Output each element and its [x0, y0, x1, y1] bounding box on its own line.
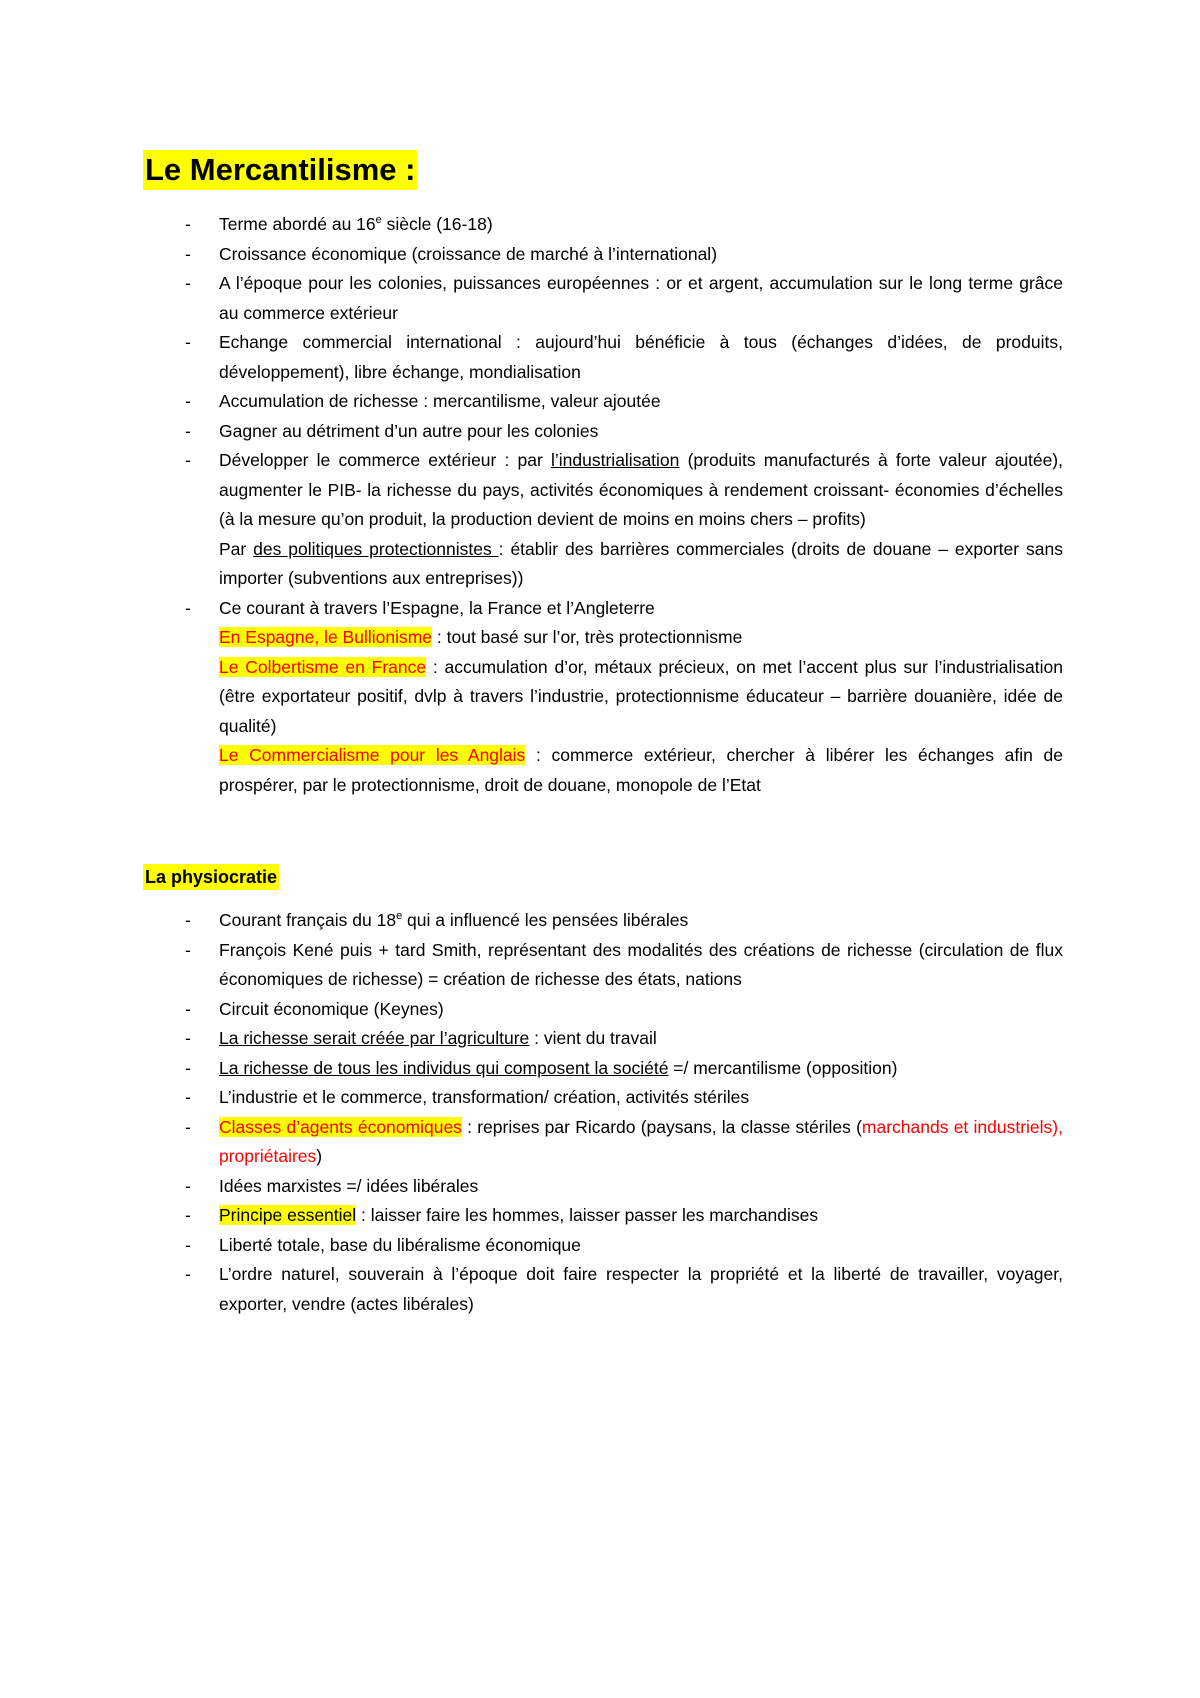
list-item: - La richesse de tous les individus qui composent la société =/ mercantilisme (opposition)	[143, 1054, 1063, 1084]
section-title: Le Mercantilisme :	[143, 150, 417, 190]
document-content	[143, 150, 1063, 1319]
paragraph: Par des politiques protectionnistes : établir des barrières commerciales (droits de douane – exporter sans importer (subventions aux entreprises))	[219, 538, 1063, 588]
list-item: - L’ordre naturel, souverain à l’époque doit faire respecter la propriété et la liberté de travailler, voyager, exporter, vendre (actes libérales)	[143, 1260, 1063, 1319]
list-item: - A l’époque pour les colonies, puissances européennes : or et argent, accumulation sur le long terme grâce au commerce extérieur	[143, 269, 1063, 328]
list-item: - Principe essentiel : laisser faire les hommes, laisser passer les marchandises	[143, 1201, 1063, 1231]
list-item: - Echange commercial international : aujourd’hui bénéficie à tous (échanges d’idées, de produits, développement), libre échange, mondialisation	[143, 328, 1063, 387]
list-item: - Gagner au détriment d’un autre pour les colonies	[143, 417, 1063, 447]
paragraph: Le Colbertisme en France : accumulation d’or, métaux précieux, on met l’accent plus sur l’industrialisation (être exportateur positif, dvlp à travers l’industrie, protectionnisme éducateur – barrière douanière, idée de qualité)	[219, 656, 1063, 736]
paragraph: - Ce courant à travers l’Espagne, la France et l’Angleterre	[219, 597, 655, 618]
highlighted-term: Le Colbertisme en France	[219, 656, 427, 677]
mercantilisme-list	[143, 210, 1063, 800]
list-item: - François Kené puis + tard Smith, représentant des modalités des créations de richesse (circulation de flux économiques de richesse) = création de richesse des états, nations	[143, 936, 1063, 995]
physiocratie-list	[143, 906, 1063, 1319]
list-item: - La richesse serait créée par l’agriculture : vient du travail	[143, 1024, 1063, 1054]
highlighted-term: Le Commercialisme pour les Anglais	[219, 745, 526, 765]
list-item	[143, 446, 1063, 594]
section-title: La physiocratie	[143, 864, 279, 890]
paragraph: - Développer le commerce extérieur : par l’industrialisation (produits manufacturés à forte valeur ajoutée), augmenter le PIB- la richesse du pays, activités économiques à rendement croissant- économies d’échelles (à la mesure qu’on produit, la production devient de moins en moins chers – profits)	[219, 450, 1063, 529]
list-item: - Accumulation de richesse : mercantilisme, valeur ajoutée	[143, 387, 1063, 417]
highlighted-term: Classes d’agents économiques	[219, 1116, 462, 1137]
list-item: - Croissance économique (croissance de marché à l’international)	[143, 240, 1063, 270]
list-item: - Terme abordé au 16e siècle (16-18)	[143, 210, 1063, 240]
heading-mercantilisme	[143, 150, 1063, 190]
list-item: - L’industrie et le commerce, transformation/ création, activités stériles	[143, 1083, 1063, 1113]
list-item: - Idées marxistes =/ idées libérales	[143, 1172, 1063, 1202]
list-item: - Circuit économique (Keynes)	[143, 995, 1063, 1025]
paragraph: En Espagne, le Bullionisme : tout basé sur l’or, très protectionnisme	[219, 627, 743, 647]
highlighted-term: En Espagne, le Bullionisme	[219, 627, 433, 647]
list-item: - Classes d’agents économiques : reprises par Ricardo (paysans, la classe stériles (marchands et industriels), propriétaires)	[143, 1113, 1063, 1172]
heading-physiocratie	[143, 864, 1063, 890]
highlighted-term: Principe essentiel	[219, 1205, 357, 1225]
list-item: - Courant français du 18e qui a influencé les pensées libérales	[143, 906, 1063, 936]
list-item	[143, 594, 1063, 801]
paragraph: Le Commercialisme pour les Anglais : commerce extérieur, chercher à libérer les échanges afin de prospérer, par le protectionnisme, droit de douane, monopole de l’Etat	[219, 745, 1063, 795]
list-item: - Liberté totale, base du libéralisme économique	[143, 1231, 1063, 1261]
